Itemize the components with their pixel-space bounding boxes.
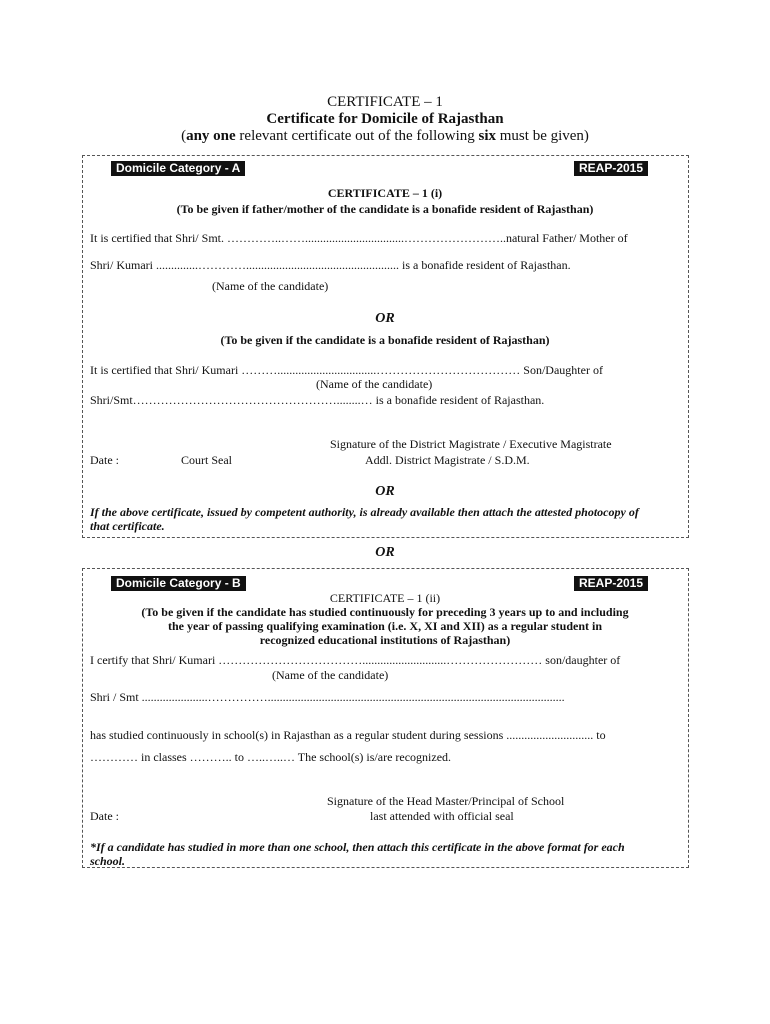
instruction-bold-six: six [478,128,497,144]
name-of-candidate-hint-2: (Name of the candidate) [316,377,433,391]
section-b-line-1: I certify that Shri/ Kumari ………………………………............................…………………… son/daughter of [90,653,621,667]
head-master-signature: Signature of the Head Master/Principal of School [327,794,565,808]
section-b-note-2: school. [90,854,126,868]
instruction-bold-any-one: any one [186,128,236,144]
domicile-category-b-label: Domicile Category - B [111,576,246,591]
section-a-note: If the above certificate, issued by competent authority, is already available then attach the attested photocopy of [90,505,639,519]
or-separator-between: OR [375,545,395,560]
section-b-note: *If a candidate has studied in more than one school, then attach this certificate in the above format for each [90,840,625,854]
reap-label-b: REAP-2015 [574,576,648,591]
reap-label-a: REAP-2015 [574,161,648,176]
date-label-b: Date : [90,809,119,823]
domicile-category-a-label: Domicile Category - A [111,161,245,176]
or-separator-2: OR [375,484,395,499]
section-b-subtitle-2: the year of passing qualifying examination (i.e. X, XI and XII) as a regular student in [167,619,603,633]
name-of-candidate-hint-1: (Name of the candidate) [212,279,329,293]
certificate-1ii-title: CERTIFICATE – 1 (ii) [329,591,441,605]
section-a-line-4: Shri/Smt……………………………………………........… is a bonafide resident of Rajasthan. [90,393,545,407]
section-a-line-3: It is certified that Shri/ Kumari ……….................................……………………………… Son/Daughter of [90,363,603,377]
instruction-heading [0,128,770,145]
section-b-line-3: has studied continuously in school(s) in Rajasthan as a regular student during sessions ............................. to [90,728,606,742]
official-seal-line: last attended with official seal [370,809,514,823]
section-a-subtitle-2: (To be given if the candidate is a bonafide resident of Rajasthan) [220,333,550,347]
certificate-1i-subtitle: (To be given if father/mother of the candidate is a bonafide resident of Rajasthan) [176,202,594,216]
sdm-signature: Addl. District Magistrate / S.D.M. [365,453,530,467]
district-magistrate-signature: Signature of the District Magistrate / Executive Magistrate [330,437,612,451]
name-of-candidate-hint-3: (Name of the candidate) [272,668,389,682]
section-a-line-1: It is certified that Shri/ Smt. …………..…….................................……………………..natural Father/ Mother of [90,231,628,245]
section-b-subtitle-1: (To be given if the candidate has studied continuously for preceding 3 years up to and including [141,605,629,619]
section-b-line-2: Shri / Smt ......................……………................................................................................................... [90,690,565,704]
section-b-line-4: ………… in classes ……….. to …..…..… The school(s) is/are recognized. [90,750,452,764]
instruction-mid: relevant certificate out of the following [235,128,479,144]
section-b-subtitle-3: recognized educational institutions of Rajasthan) [259,633,511,647]
instruction-end: must be given) [496,128,589,144]
section-a-note-2: that certificate. [90,519,165,533]
court-seal-label: Court Seal [181,453,232,467]
certificate-title: Certificate for Domicile of Rajasthan [266,111,504,127]
section-a-line-2: Shri/ Kumari ..............…………................................................... is a bonafide resident of Rajasthan. [90,258,571,272]
certificate-number-heading: CERTIFICATE – 1 [327,94,443,110]
certificate-1i-title: CERTIFICATE – 1 (i) [327,186,443,200]
or-separator-1: OR [375,311,395,326]
instruction-open: ( [181,128,187,144]
date-label-a: Date : [90,453,119,467]
